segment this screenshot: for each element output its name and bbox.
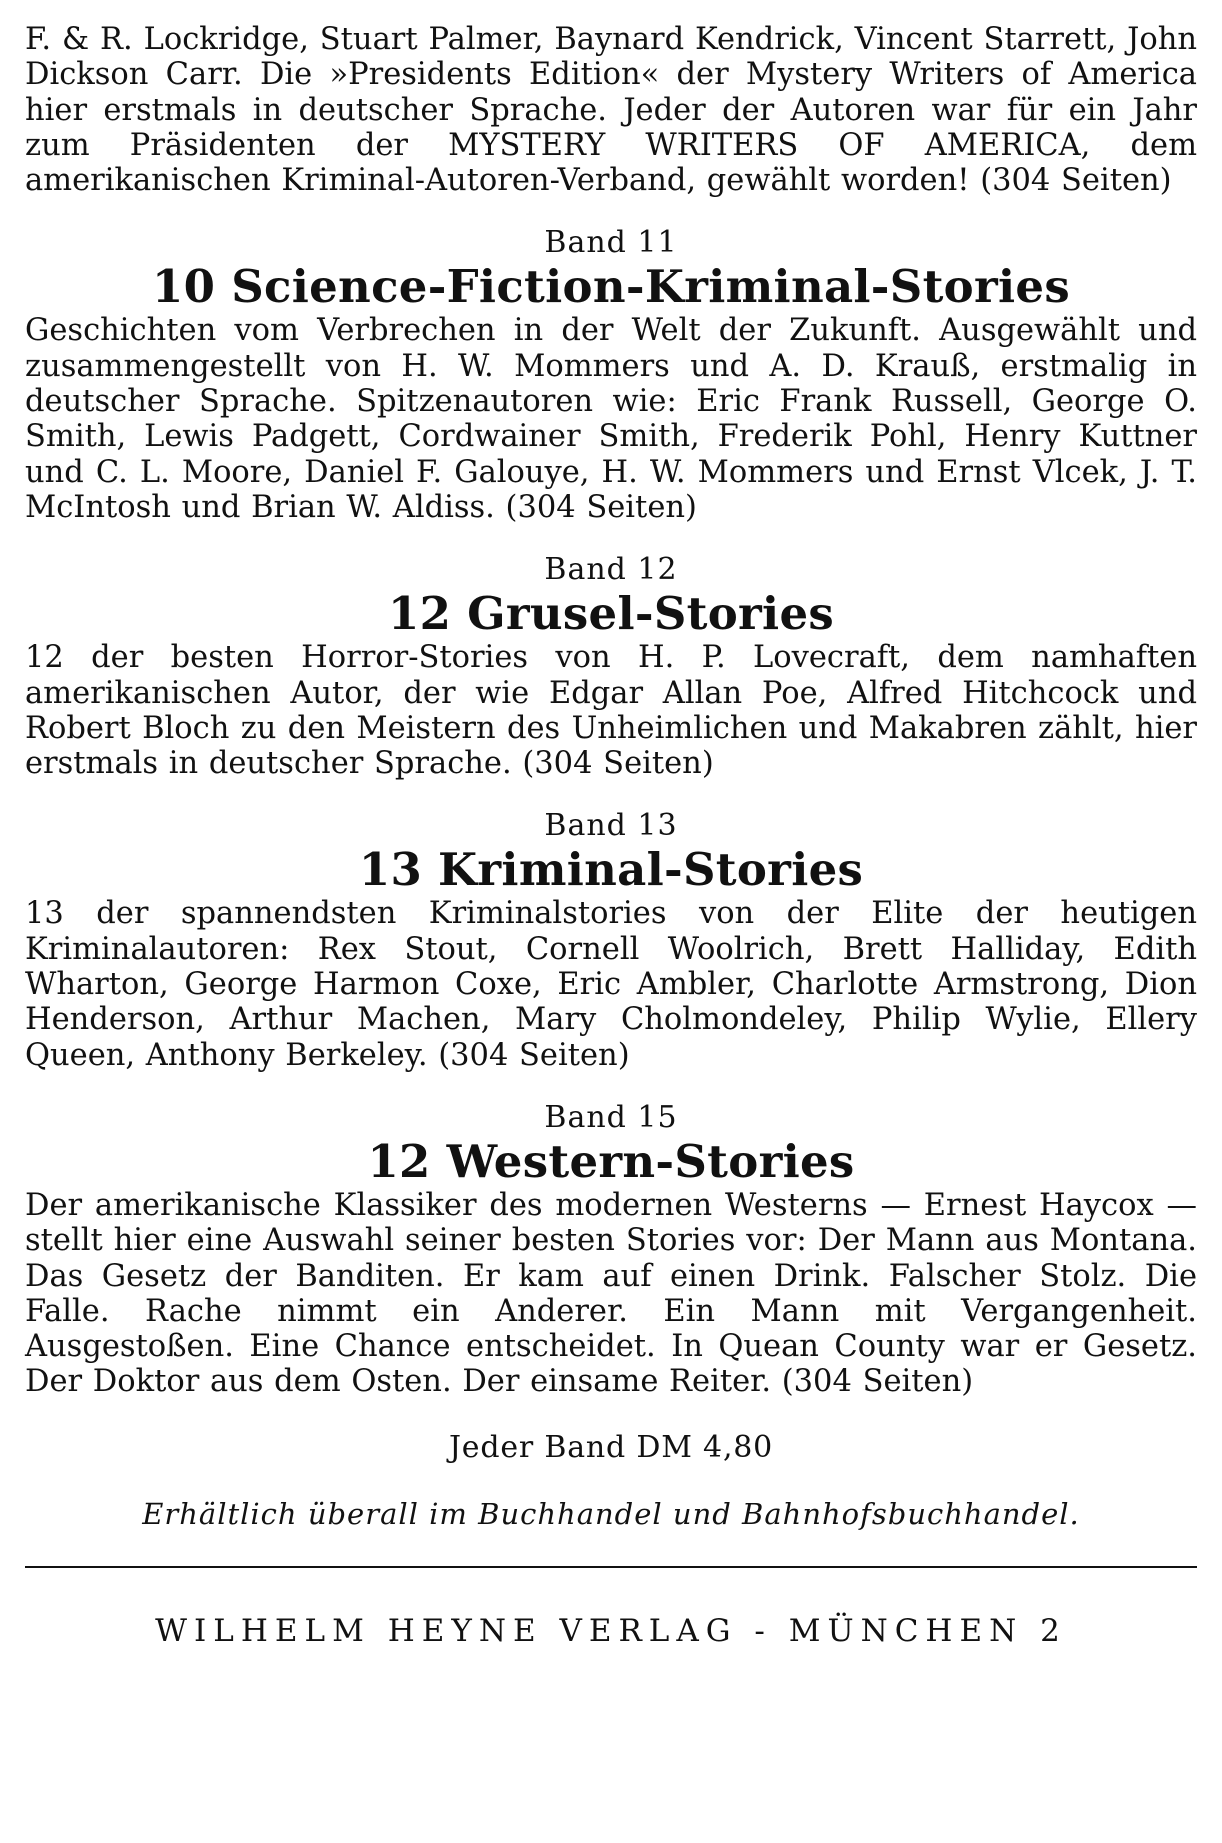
band-15-label: Band 15 (544, 1099, 678, 1135)
band-12-label: Band 12 (544, 552, 678, 588)
intro-paragraph: F. & R. Lockridge, Stuart Palmer, Baynard Kendrick, Vincent Starrett, John Dickson Carr. Die »Presidents Edition« der Mystery Writers of America hier erstmals in deutscher Sprache. Jeder der Autoren war für ein Jahr zum Präsidenten der MYSTERY WRITERS OF AMERICA, dem amerikanischen Kriminal-Autoren-Verband, gewählt worden! (304 Seiten) (25, 22, 1197, 199)
availability-line: Erhältlich überall im Buchhandel und Bahnhofsbuchhandel. (142, 1496, 1080, 1531)
publisher-imprint: WILHELM HEYNE VERLAG - MÜNCHEN 2 (155, 1612, 1067, 1649)
band-13-label: Band 13 (544, 808, 678, 844)
band-11-title: 10 Science-Fiction-Kriminal-Stories (152, 260, 1070, 314)
band-15-title: 12 Western-Stories (367, 1134, 855, 1188)
page (25, 22, 1197, 1650)
band-11-description: Geschichten vom Verbrechen in der Welt der Zukunft. Ausgewählt und zusammengestellt von H. W. Mommers und A. D. Krauß, erstmalig in deutscher Sprache. Spitzenautoren wie: Eric Frank Russell, George O. Smith, Lewis Padgett, Cordwainer Smith, Frederik Pohl, Henry Kuttner und C. L. Moore, Daniel F. Galouye, H. W. Mommers und Ernst Vlcek, J. T. McIntosh und Brian W. Aldiss. (304 Seiten) (25, 313, 1197, 525)
band-12-description: 12 der besten Horror-Stories von H. P. Lovecraft, dem namhaften amerikanischen Autor, der wie Edgar Allan Poe, Alfred Hitchcock und Robert Bloch zu den Meistern des Unheimlichen und Makabren zählt, hier erstmals in deutscher Sprache. (304 Seiten) (25, 640, 1197, 782)
band-13-title: 13 Kriminal-Stories (358, 843, 864, 897)
band-13-description: 13 der spannendsten Kriminalstories von der Elite der heutigen Kriminalautoren: Rex Stout, Cornell Woolrich, Brett Halliday, Edith Wharton, George Harmon Coxe, Eric Ambler, Charlotte Armstrong, Dion Henderson, Arthur Machen, Mary Cholmondeley, Philip Wylie, Ellery Queen, Anthony Berkeley. (304 Seiten) (25, 896, 1197, 1073)
price-line: Jeder Band DM 4,80 (448, 1429, 774, 1465)
band-12-title: 12 Grusel-Stories (387, 587, 835, 641)
band-15-description: Der amerikanische Klassiker des modernen Westerns — Ernest Haycox — stellt hier eine Auswahl seiner besten Stories vor: Der Mann aus Montana. Das Gesetz der Banditen. Er kam auf einen Drink. Falscher Stolz. Die Falle. Rache nimmt ein Anderer. Ein Mann mit Vergangenheit. Ausgestoßen. Eine Chance entscheidet. In Quean County war er Gesetz. Der Doktor aus dem Osten. Der einsame Reiter. (304 Seiten) (25, 1187, 1197, 1400)
band-11-label: Band 11 (544, 225, 678, 261)
